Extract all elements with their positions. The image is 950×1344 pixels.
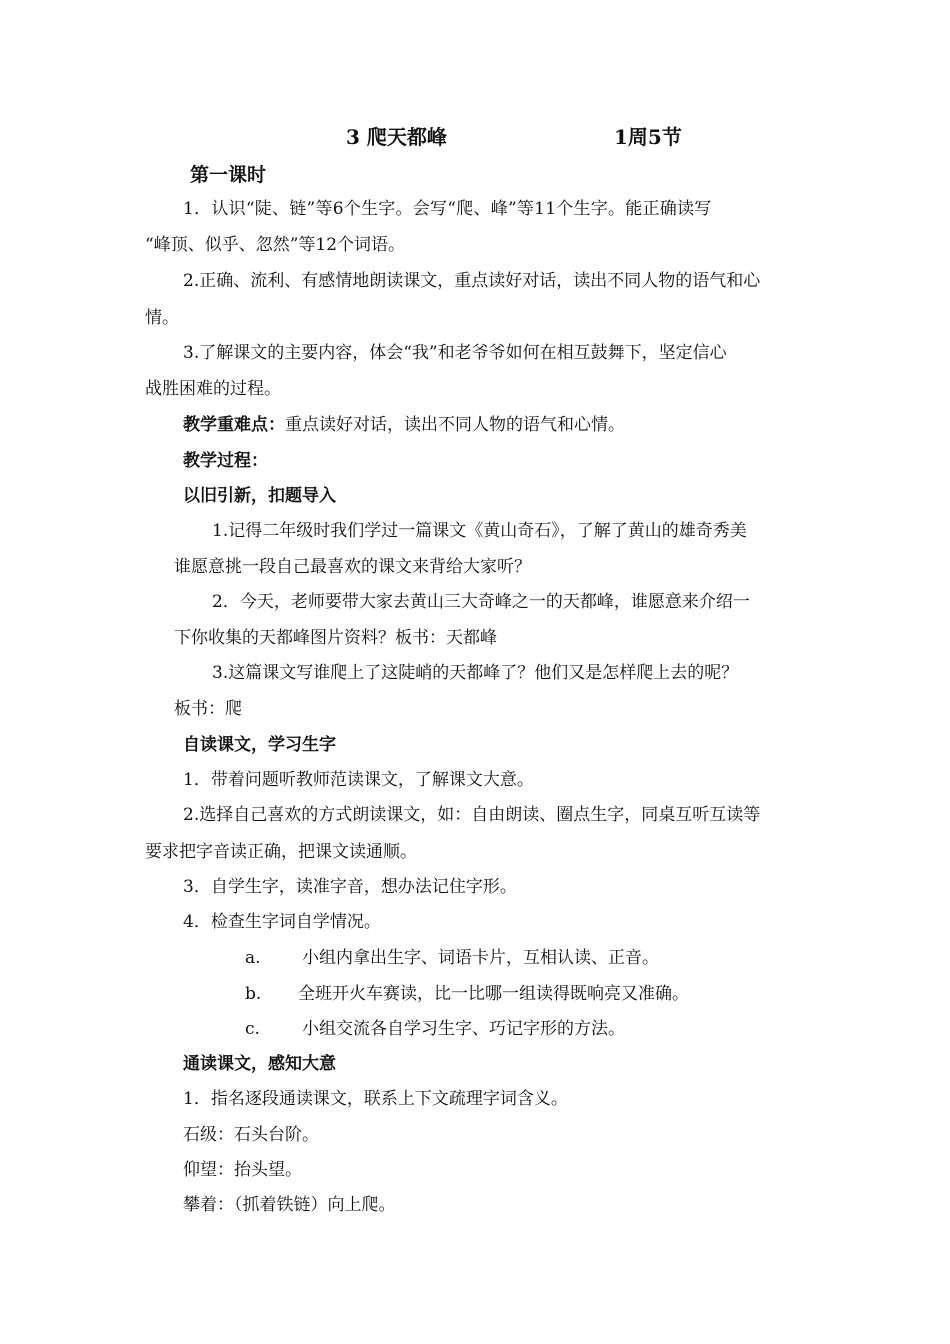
section1-item1-line1: 1.记得二年级时我们学过一篇课文《黄山奇石》，了解了黄山的雄奇秀美 <box>212 521 747 541</box>
schedule-label: 1周5节 <box>614 125 682 149</box>
section1-title: 以旧引新，扣题导入 <box>183 486 336 506</box>
section2-item2-line1: 2.选择自己喜欢的方式朗读课文，如：自由朗读、圈点生字，同桌互听互读等 <box>183 805 761 825</box>
section2-item1: 1．带着问题听教师范读课文，了解课文大意。 <box>183 770 534 790</box>
section3-item4: 攀着：（抓着铁链）向上爬。 <box>183 1195 396 1215</box>
section1-item1-line2: 谁愿意挑一段自己最喜欢的课文来背给大家听？ <box>174 557 531 577</box>
sub-item-b-marker: b. <box>245 984 262 1004</box>
section2-item3: 3．自学生字，读准字音，想办法记住字形。 <box>183 877 517 897</box>
section2-title: 自读课文，学习生字 <box>183 735 336 755</box>
section1-item3-line1: 3.这篇课文写谁爬上了这陡峭的天都峰了？他们又是怎样爬上去的呢？ <box>212 663 739 683</box>
sub-item-c-marker: c. <box>245 1019 260 1039</box>
section2-item2-line2: 要求把字音读正确，把课文读通顺。 <box>145 842 417 862</box>
section3-title: 通读课文，感知大意 <box>183 1054 336 1074</box>
section1-item3-line2: 板书：爬 <box>174 699 242 719</box>
objective-3-line1: 3.了解课文的主要内容，体会“我”和老爷爷如何在相互鼓舞下，坚定信心 <box>183 343 727 363</box>
sub-item-b-text: 全班开火车赛读，比一比哪一组读得既响亮又准确。 <box>298 984 689 1004</box>
objective-2-line2: 情。 <box>145 308 179 328</box>
objective-2-line1: 2.正确、流利、有感情地朗读课文，重点读好对话，读出不同人物的语气和心 <box>183 271 761 291</box>
key-points-label: 教学重难点： <box>183 415 285 435</box>
process-label: 教学过程： <box>183 451 268 471</box>
key-points <box>183 414 625 436</box>
objective-1-line2: “峰顶、似乎、忽然”等12个词语。 <box>145 235 406 255</box>
sub-item-c-text: 小组交流各自学习生字、巧记字形的方法。 <box>302 1019 625 1039</box>
sub-item-a-marker: a. <box>245 948 261 968</box>
lesson-title: 3 爬天都峰 <box>346 125 447 149</box>
period-title: 第一课时 <box>190 164 267 186</box>
section1-item2-line1: 2．今天，老师要带大家去黄山三大奇峰之一的天都峰，谁愿意来介绍一 <box>212 592 750 612</box>
sub-item-a-text: 小组内拿出生字、词语卡片，互相认读、正音。 <box>302 948 659 968</box>
section3-item1: 1．指名逐段通读课文，联系上下文疏理字词含义。 <box>183 1089 568 1109</box>
objective-3-line2: 战胜困难的过程。 <box>145 379 281 399</box>
objective-1-line1: 1．认识“陡、链”等6个生字。会写“爬、峰”等11个生字。能正确读写 <box>183 199 712 219</box>
key-points-text: 重点读好对话，读出不同人物的语气和心情。 <box>285 415 625 435</box>
section1-item2-line2: 下你收集的天都峰图片资料？板书：天都峰 <box>174 628 497 648</box>
section2-item4: 4．检查生字词自学情况。 <box>183 912 381 932</box>
section3-item3: 仰望：抬头望。 <box>183 1160 302 1180</box>
section3-item2: 石级：石头台阶。 <box>183 1125 319 1145</box>
